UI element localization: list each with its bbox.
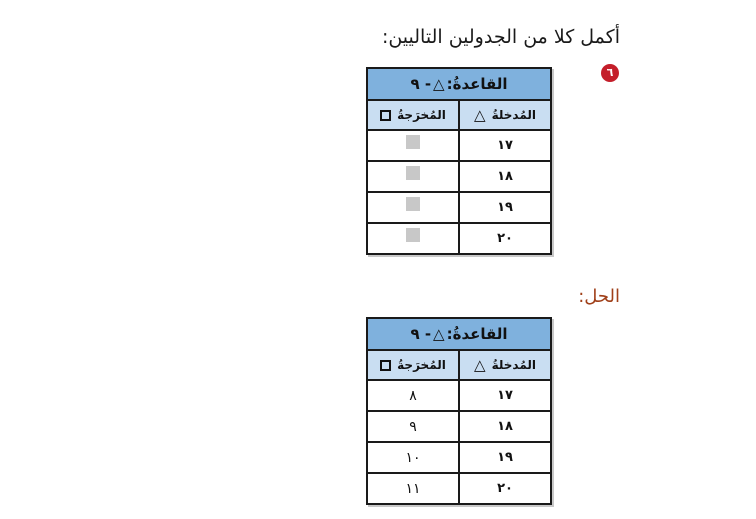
output-column-header: [368, 101, 458, 129]
exercise-table: [366, 67, 552, 255]
column-headers: [368, 101, 550, 131]
input-cell: ١٨: [458, 412, 550, 441]
table-row: [368, 193, 550, 224]
rule-header: [368, 319, 550, 351]
table-row: [368, 224, 550, 253]
output-header-label: المُخرَجةُ: [397, 358, 446, 372]
input-cell: ١٨: [458, 162, 550, 191]
output-cell: ٩: [409, 418, 417, 435]
answer-blank[interactable]: [406, 135, 420, 149]
table-row: [368, 443, 550, 474]
input-cell: ١٩: [458, 443, 550, 472]
triangle-icon: △: [474, 106, 486, 124]
triangle-icon: △: [474, 356, 486, 374]
rule-header: [368, 69, 550, 101]
table-row: [368, 412, 550, 443]
input-cell: ٢٠: [458, 474, 550, 503]
column-headers: [368, 351, 550, 381]
output-cell: ١١: [405, 480, 421, 497]
exercise-instruction: أكمل كلا من الجدولين التاليين:: [381, 26, 620, 48]
answer-blank[interactable]: [406, 228, 420, 242]
triangle-icon: △: [433, 75, 445, 93]
input-cell: ٢٠: [458, 224, 550, 253]
table-row: [368, 162, 550, 193]
input-header-label: المُدخلةُ: [491, 108, 536, 122]
rule-expression: - ٩: [410, 75, 432, 93]
table-row: [368, 381, 550, 412]
square-icon: [380, 110, 391, 121]
rule-label: القاعدةُ:: [446, 75, 508, 93]
rule-label: القاعدةُ:: [446, 325, 508, 343]
output-cell: ١٠: [405, 449, 421, 466]
output-cell: ٨: [409, 387, 417, 404]
input-cell: ١٧: [458, 381, 550, 410]
output-header-label: المُخرَجةُ: [397, 108, 446, 122]
rule-expression: - ٩: [410, 325, 432, 343]
output-column-header: [368, 351, 458, 379]
input-cell: ١٧: [458, 131, 550, 160]
square-icon: [380, 360, 391, 371]
input-header-label: المُدخلةُ: [491, 358, 536, 372]
input-cell: ١٩: [458, 193, 550, 222]
solution-heading: الحل:: [578, 286, 620, 307]
input-column-header: [458, 101, 550, 129]
problem-number-badge: ٦: [601, 64, 619, 82]
table-row: [368, 474, 550, 503]
answer-blank[interactable]: [406, 166, 420, 180]
triangle-icon: △: [433, 325, 445, 343]
output-cell: [368, 131, 458, 160]
output-cell: [368, 193, 458, 222]
input-column-header: [458, 351, 550, 379]
answer-blank[interactable]: [406, 197, 420, 211]
output-cell: [368, 162, 458, 191]
table-row: [368, 131, 550, 162]
solution-table: [366, 317, 552, 505]
output-cell: [368, 224, 458, 253]
